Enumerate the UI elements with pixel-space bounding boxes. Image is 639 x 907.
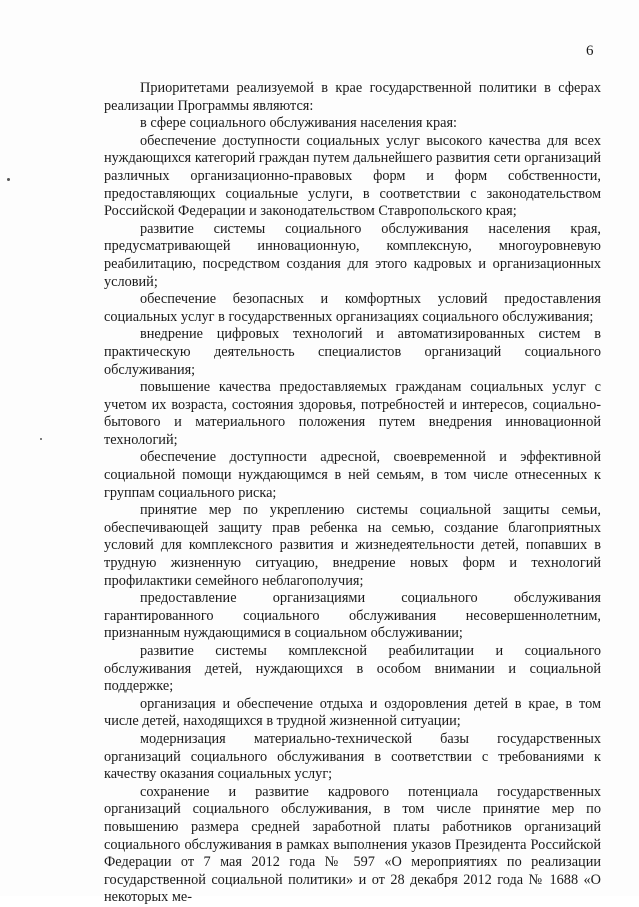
paragraph: принятие мер по укреплению системы социальной защиты семьи, обеспечивающей защиту прав ребенка на семью, создание благоприятных условий для комплексного развития и жизнедеятельности детей, попавших в трудную жизненную ситуацию, внедрение новых форм и технологий профилактики семейного неблагополучия; xyxy=(104,502,601,589)
document-body xyxy=(104,80,601,907)
page-number: 6 xyxy=(586,43,594,59)
paragraph: обеспечение безопасных и комфортных условий предоставления социальных услуг в государственных организациях социального обслуживания; xyxy=(104,291,601,325)
paragraph: внедрение цифровых технологий и автоматизированных систем в практическую деятельность специалистов организаций социального обслуживания; xyxy=(104,326,601,378)
paragraph: обеспечение доступности адресной, своевременной и эффективной социальной помощи нуждающимся в ней семьям, в том числе отнесенных к группам социального риска; xyxy=(104,449,601,501)
paragraph: в сфере социального обслуживания населения края: xyxy=(140,115,458,132)
paragraph: развитие системы социального обслуживания населения края, предусматривающей инновационную, комплексную, многоуровневую реабилитацию, посредством создания для этого кадровых и организационных условий; xyxy=(104,220,601,290)
paragraph: модернизация материально-технической базы государственных организаций социального обслуживания в соответствии с требованиями к качеству оказания социальных услуг; xyxy=(104,730,601,783)
paragraph: повышение качества предоставляемых гражданам социальных услуг с учетом их возраста, состояния здоровья, потребностей и интересов, социально-бытового и материального положения путем внедрения инновационной технологий; xyxy=(104,379,601,448)
scan-artifact xyxy=(40,438,42,440)
paragraph: Приоритетами реализуемой в крае государственной политики в сферах реализации Программы являются: xyxy=(104,80,601,114)
scan-artifact xyxy=(7,178,10,181)
paragraph: организация и обеспечение отдыха и оздоровления детей в крае, в том числе детей, находящихся в трудной жизненной ситуации; xyxy=(104,695,601,730)
paragraph: предоставление организациями социального обслуживания гарантированного социального обслуживания несовершеннолетним, признанным нуждающимися в социальном обслуживании; xyxy=(104,590,601,642)
paragraph: обеспечение доступности социальных услуг высокого качества для всех нуждающихся категорий граждан путем дальнейшего развития сети организаций различных организационно-правовых форм и форм собственности, предоставляющих социальные услуги, в соответствии с законодательством Российской Федерации и законодательством Ставропольского края; xyxy=(104,132,601,220)
paragraph: развитие системы комплексной реабилитации и социального обслуживания детей, нуждающихся в особом внимании и социальной поддержке; xyxy=(104,643,601,695)
paragraph: сохранение и развитие кадрового потенциала государственных организаций социального обслуживания, в том числе принятие мер по повышению размера средней заработной платы работников организаций социального обслуживания в рамках выполнения указов Президента Российской Федерации от 7 мая 2012 года № 597 «О мероприятиях по реализации государственной социальной политики» и от 28 декабря 2012 года № 1688 «О некоторых ме- xyxy=(104,783,601,906)
